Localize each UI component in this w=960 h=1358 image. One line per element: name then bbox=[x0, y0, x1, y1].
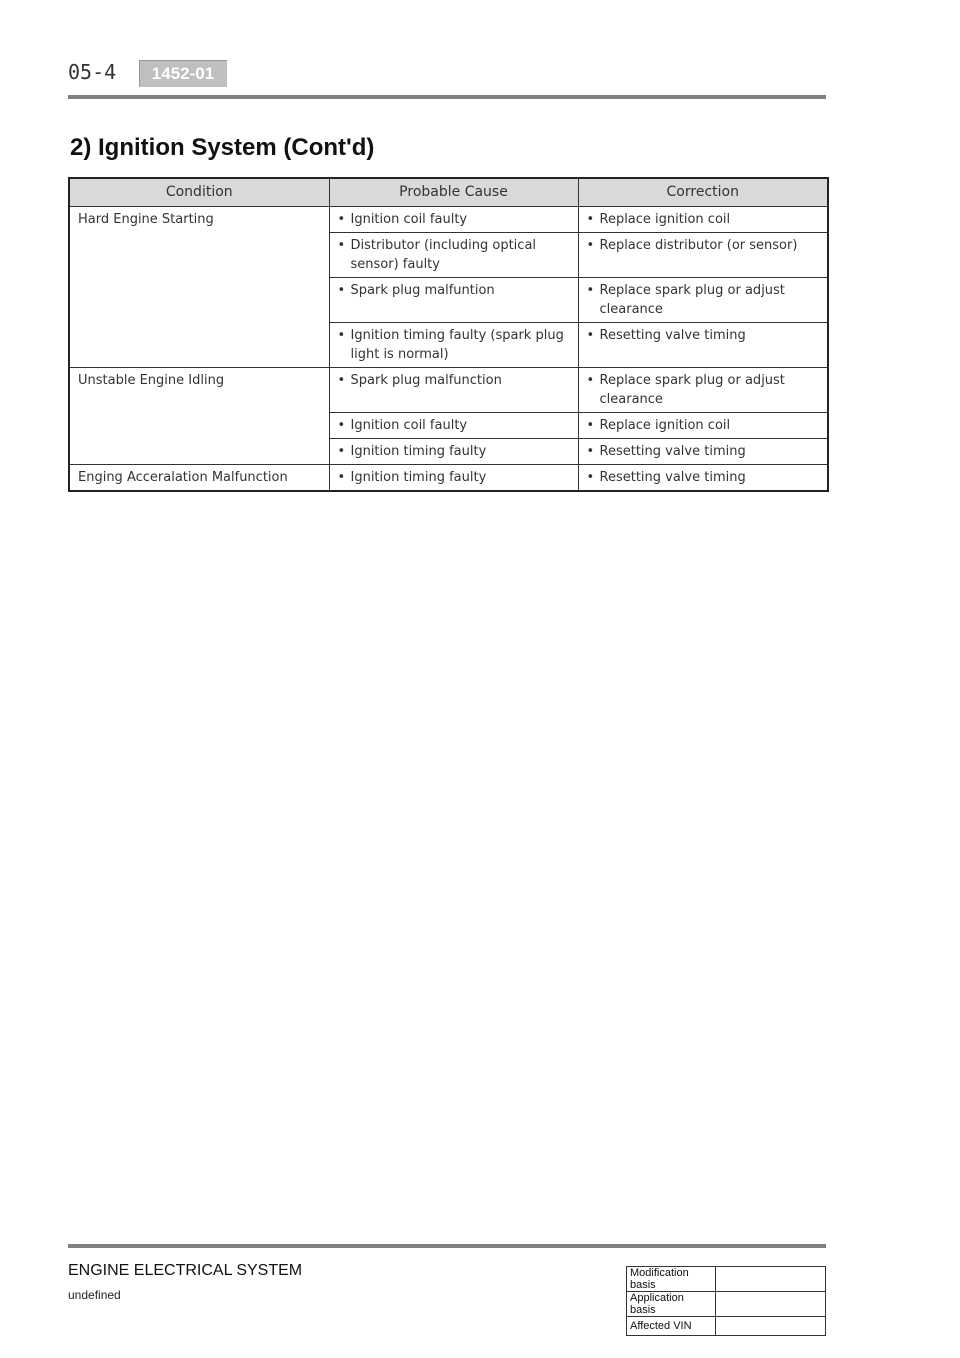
modification-row bbox=[627, 1317, 826, 1336]
correction-cell bbox=[578, 233, 828, 278]
table-row bbox=[69, 465, 828, 492]
column-header-correction: Correction bbox=[578, 178, 828, 207]
bullet-icon: • bbox=[586, 418, 595, 433]
bullet-icon: • bbox=[337, 283, 346, 298]
page-number: 05-4 bbox=[68, 60, 117, 84]
correction-cell-text: Resetting valve timing bbox=[599, 470, 746, 485]
probable-cause-cell-text: Spark plug malfuntion bbox=[350, 283, 495, 298]
modification-label: Affected VIN bbox=[627, 1317, 716, 1336]
footer-subtitle: undefined bbox=[68, 1288, 121, 1302]
probable-cause-cell-text: Distributor (including optical sensor) faulty bbox=[350, 238, 537, 272]
modification-value bbox=[716, 1267, 826, 1292]
correction-cell bbox=[578, 465, 828, 492]
bullet-icon: • bbox=[586, 238, 595, 253]
correction-cell-text: Resetting valve timing bbox=[599, 328, 746, 343]
correction-cell bbox=[578, 368, 828, 413]
probable-cause-cell-text: Ignition coil faulty bbox=[350, 212, 468, 227]
modification-row bbox=[627, 1267, 826, 1292]
bullet-icon: • bbox=[586, 444, 595, 459]
probable-cause-cell bbox=[329, 368, 578, 413]
column-header-condition: Condition bbox=[69, 178, 329, 207]
probable-cause-cell-text: Ignition timing faulty (spark plug light is normal) bbox=[350, 328, 564, 362]
probable-cause-cell-text: Ignition timing faulty bbox=[350, 444, 487, 459]
correction-cell-text: Resetting valve timing bbox=[599, 444, 746, 459]
table-body bbox=[69, 207, 828, 492]
correction-cell bbox=[578, 439, 828, 465]
probable-cause-cell-text: Ignition timing faulty bbox=[350, 470, 487, 485]
correction-cell-text: Replace spark plug or adjust clearance bbox=[599, 373, 785, 407]
condition-cell: Enging Acceralation Malfunction bbox=[69, 465, 329, 492]
probable-cause-cell bbox=[329, 278, 578, 323]
footer-divider bbox=[68, 1244, 826, 1248]
correction-cell-text: Replace ignition coil bbox=[599, 212, 731, 227]
bullet-icon: • bbox=[337, 212, 346, 227]
modification-label: Modification basis bbox=[627, 1267, 716, 1292]
modification-row bbox=[627, 1292, 826, 1317]
probable-cause-cell bbox=[329, 439, 578, 465]
probable-cause-cell-text: Spark plug malfunction bbox=[350, 373, 502, 388]
probable-cause-cell bbox=[329, 413, 578, 439]
footer-title: ENGINE ELECTRICAL SYSTEM bbox=[68, 1262, 303, 1279]
table-header-row bbox=[69, 178, 828, 207]
correction-cell-text: Replace ignition coil bbox=[599, 418, 731, 433]
probable-cause-cell bbox=[329, 233, 578, 278]
bullet-icon: • bbox=[586, 470, 595, 485]
column-header-probable-cause: Probable Cause bbox=[329, 178, 578, 207]
bullet-icon: • bbox=[337, 444, 346, 459]
modification-value bbox=[716, 1292, 826, 1317]
ignition-troubleshooting-table bbox=[68, 177, 829, 492]
section-title: 2) Ignition System (Cont'd) bbox=[70, 134, 375, 161]
section-code-badge: 1452-01 bbox=[139, 60, 227, 87]
bullet-icon: • bbox=[586, 283, 595, 298]
correction-cell bbox=[578, 278, 828, 323]
bullet-icon: • bbox=[337, 418, 346, 433]
probable-cause-cell bbox=[329, 207, 578, 233]
correction-cell bbox=[578, 323, 828, 368]
bullet-icon: • bbox=[337, 470, 346, 485]
modification-table bbox=[626, 1266, 826, 1336]
correction-cell bbox=[578, 207, 828, 233]
bullet-icon: • bbox=[586, 212, 595, 227]
probable-cause-cell bbox=[329, 323, 578, 368]
header-divider bbox=[68, 95, 826, 99]
condition-cell: Unstable Engine Idling bbox=[69, 368, 329, 465]
correction-cell-text: Replace spark plug or adjust clearance bbox=[599, 283, 785, 317]
bullet-icon: • bbox=[586, 373, 595, 388]
modification-label: Application basis bbox=[627, 1292, 716, 1317]
probable-cause-cell-text: Ignition coil faulty bbox=[350, 418, 468, 433]
bullet-icon: • bbox=[337, 238, 346, 253]
bullet-icon: • bbox=[337, 373, 346, 388]
table-row bbox=[69, 368, 828, 413]
condition-cell: Hard Engine Starting bbox=[69, 207, 329, 368]
bullet-icon: • bbox=[586, 328, 595, 343]
probable-cause-cell bbox=[329, 465, 578, 492]
bullet-icon: • bbox=[337, 328, 346, 343]
modification-value bbox=[716, 1317, 826, 1336]
table-row bbox=[69, 207, 828, 233]
correction-cell bbox=[578, 413, 828, 439]
correction-cell-text: Replace distributor (or sensor) bbox=[599, 238, 798, 253]
